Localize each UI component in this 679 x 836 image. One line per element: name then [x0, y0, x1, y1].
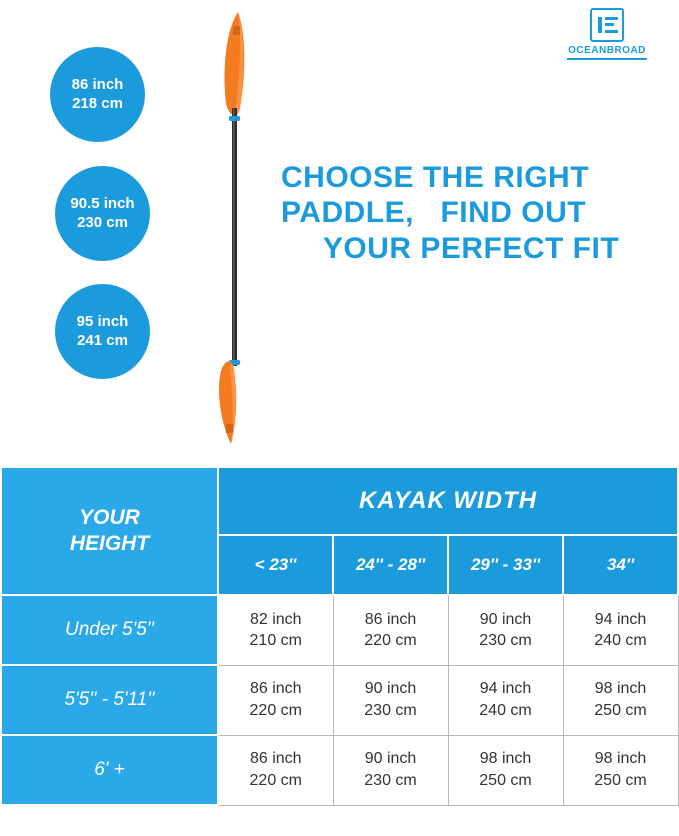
bubble-inch: 86 inch [71, 76, 124, 94]
headline-line-2: PADDLE, FIND OUT [281, 196, 587, 230]
table-cell [563, 665, 678, 735]
cell-cm: 230 cm [364, 702, 417, 719]
table-cell [563, 595, 678, 665]
cell-inch: 82 inch [249, 610, 302, 628]
oceanbroad-logo-icon [590, 8, 624, 42]
table-cell [448, 735, 563, 805]
row-label: Under 5'5'' [1, 595, 218, 665]
cell-cm: 220 cm [249, 702, 302, 719]
bubble-cm: 230 cm [77, 213, 128, 231]
bubble-cm: 218 cm [72, 94, 123, 112]
page-title [281, 160, 661, 266]
cell-cm: 250 cm [594, 772, 647, 789]
paddle-sizing-table [0, 466, 679, 806]
brand-logo [562, 8, 652, 64]
bubble-inch: 90.5 inch [70, 195, 135, 213]
cell-inch: 90 inch [479, 610, 532, 628]
bubble-cm: 241 cm [77, 331, 128, 349]
paddle-length-bubble [55, 284, 150, 379]
table-cell [218, 735, 333, 805]
cell-inch: 98 inch [594, 680, 647, 698]
table-cell [218, 595, 333, 665]
headline-line-1: CHOOSE THE RIGHT [281, 161, 590, 194]
your-height-header [1, 467, 218, 595]
table-cell [448, 595, 563, 665]
kayak-paddle-illustration [200, 8, 270, 448]
table-cell [333, 595, 448, 665]
table-cell [333, 665, 448, 735]
cell-inch: 98 inch [594, 750, 647, 768]
width-column-3: 34'' [563, 535, 678, 595]
table-cell [563, 735, 678, 805]
your-height-header-line-1: YOUR [79, 505, 140, 529]
brand-divider [567, 58, 647, 60]
cell-cm: 250 cm [479, 772, 532, 789]
brand-name: OCEANBROAD [568, 45, 646, 56]
width-column-0: < 23'' [218, 535, 333, 595]
bubble-inch: 95 inch [76, 313, 129, 331]
row-label: 6' + [1, 735, 218, 805]
cell-cm: 230 cm [364, 772, 417, 789]
table-cell [218, 665, 333, 735]
cell-inch: 94 inch [479, 680, 532, 698]
cell-cm: 210 cm [249, 632, 302, 650]
cell-inch: 86 inch [249, 680, 302, 698]
your-height-header-line-2: HEIGHT [69, 532, 150, 555]
cell-inch: 90 inch [364, 750, 417, 768]
cell-cm: 220 cm [364, 632, 417, 650]
table-row [1, 735, 678, 805]
cell-cm: 240 cm [594, 632, 647, 650]
cell-cm: 250 cm [594, 702, 647, 719]
table-cell [448, 665, 563, 735]
table-row [1, 665, 678, 735]
headline-line-3: YOUR PERFECT FIT [322, 231, 620, 265]
table-cell [333, 735, 448, 805]
cell-cm: 220 cm [249, 772, 302, 789]
width-column-2: 29'' - 33'' [448, 535, 563, 595]
cell-inch: 94 inch [594, 610, 647, 628]
paddle-length-bubble [55, 166, 150, 261]
cell-inch: 98 inch [479, 750, 532, 768]
cell-inch: 86 inch [364, 610, 417, 628]
cell-cm: 240 cm [479, 702, 532, 719]
width-column-1: 24'' - 28'' [333, 535, 448, 595]
table-row [1, 595, 678, 665]
cell-cm: 230 cm [479, 632, 532, 650]
kayak-width-header: KAYAK WIDTH [218, 467, 678, 535]
cell-inch: 86 inch [249, 750, 302, 768]
paddle-length-bubble [50, 47, 145, 142]
cell-inch: 90 inch [364, 680, 417, 698]
row-label: 5'5'' - 5'11'' [1, 665, 218, 735]
table-header-row [1, 467, 678, 535]
